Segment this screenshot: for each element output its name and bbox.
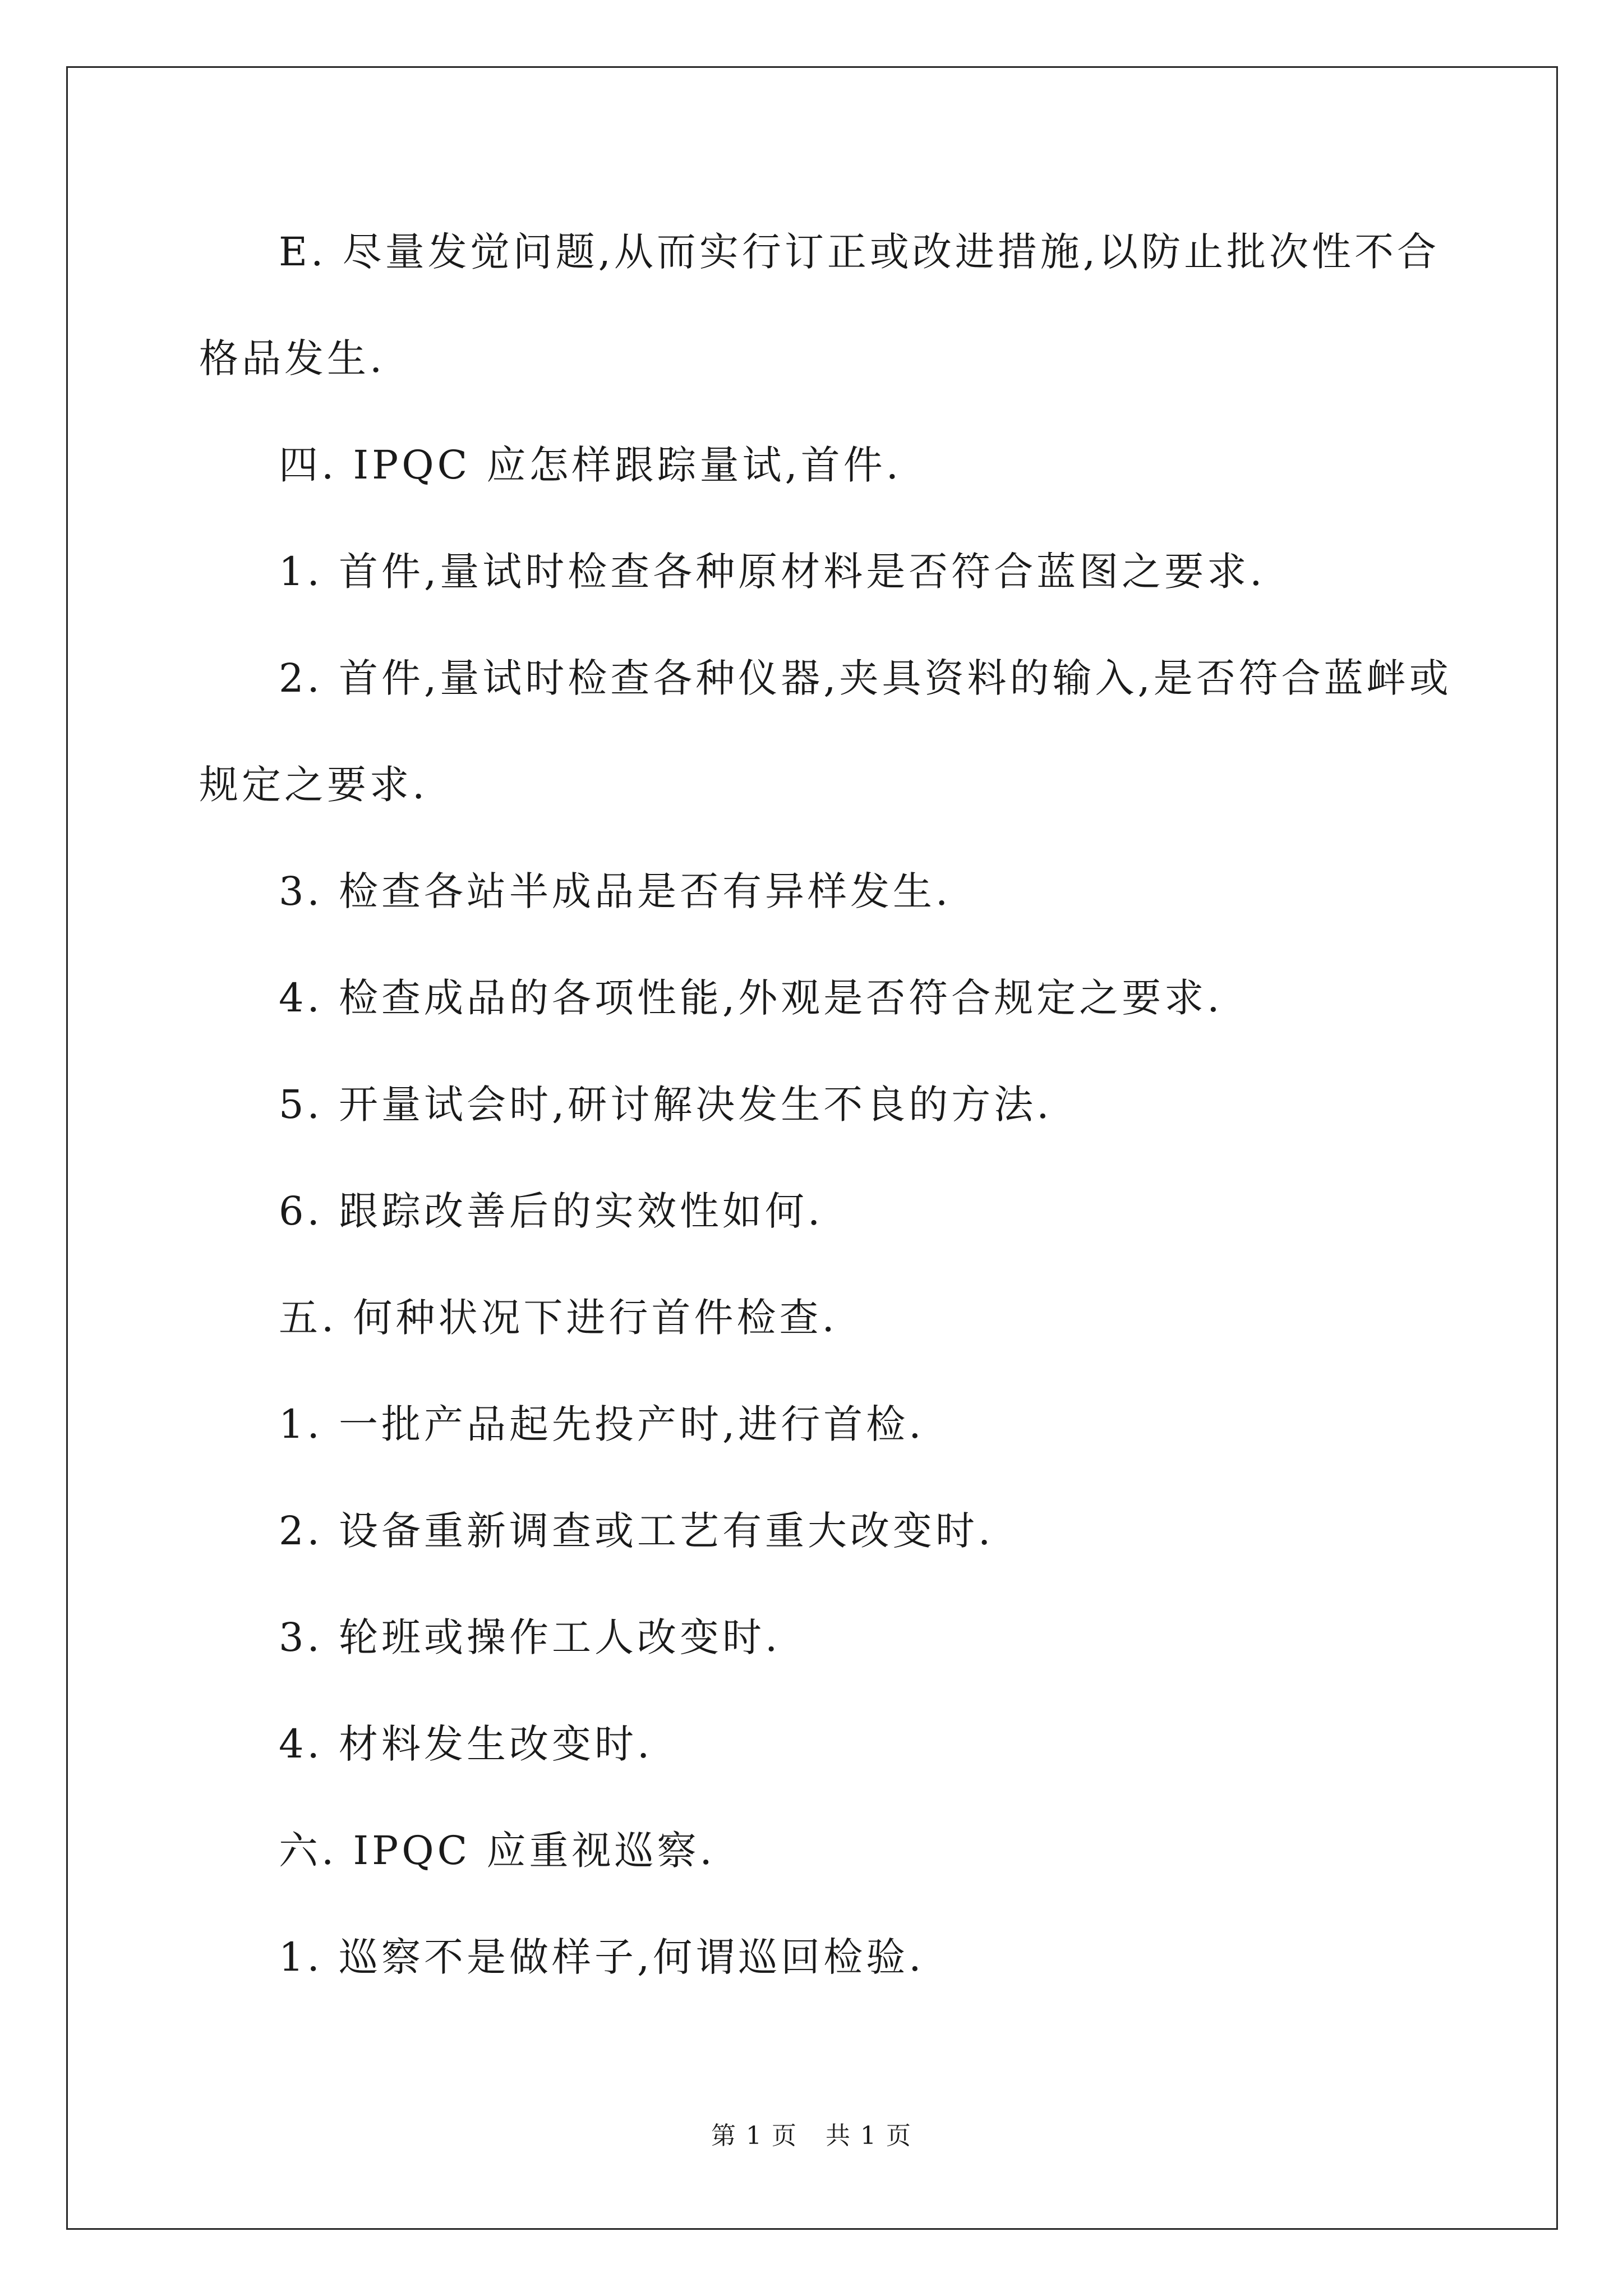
list-item: 5. 开量试会时,研讨解决发生不良的方法.	[279, 1082, 1053, 1128]
section-heading: 六. IPQC 应重视巡察.	[279, 1828, 716, 1874]
page-footer	[0, 2119, 1623, 2153]
list-item: 6. 跟踪改善后的实效性如何.	[279, 1188, 824, 1234]
list-item: 2. 首件,量试时检查各种仪器,夹具资料的输入,是否符合蓝衅或	[279, 655, 1452, 701]
paragraph-line: 格品发生.	[199, 335, 386, 381]
list-item: 4. 材料发生改变时.	[279, 1721, 653, 1767]
page-frame	[66, 66, 1558, 2230]
list-item: 1. 一批产品起先投产时,进行首检.	[279, 1401, 925, 1447]
page-number: 第 1 页	[711, 2122, 797, 2150]
list-item: 3. 检查各站半成品是否有异样发生.	[279, 868, 952, 914]
list-item-continuation: 规定之要求.	[199, 762, 428, 808]
list-item: 4. 检查成品的各项性能,外观是否符合规定之要求.	[279, 975, 1223, 1021]
list-item: 3. 轮班或操作工人改变时.	[279, 1614, 781, 1660]
page-total: 共 1 页	[826, 2122, 912, 2150]
list-item: 1. 首件,量试时检查各种原材料是否符合蓝图之要求.	[279, 549, 1266, 595]
list-item: 1. 巡察不是做样子,何谓巡回检验.	[279, 1934, 925, 1980]
list-item: 2. 设备重新调查或工艺有重大改变时.	[279, 1508, 994, 1554]
paragraph-line: E. 尽量发觉问题,从而实行订正或改进措施,以防止批次性不合	[279, 229, 1440, 275]
section-heading: 四. IPQC 应怎样跟踪量试,首件.	[279, 442, 902, 488]
section-heading: 五. 何种状况下进行首件检查.	[279, 1295, 838, 1341]
